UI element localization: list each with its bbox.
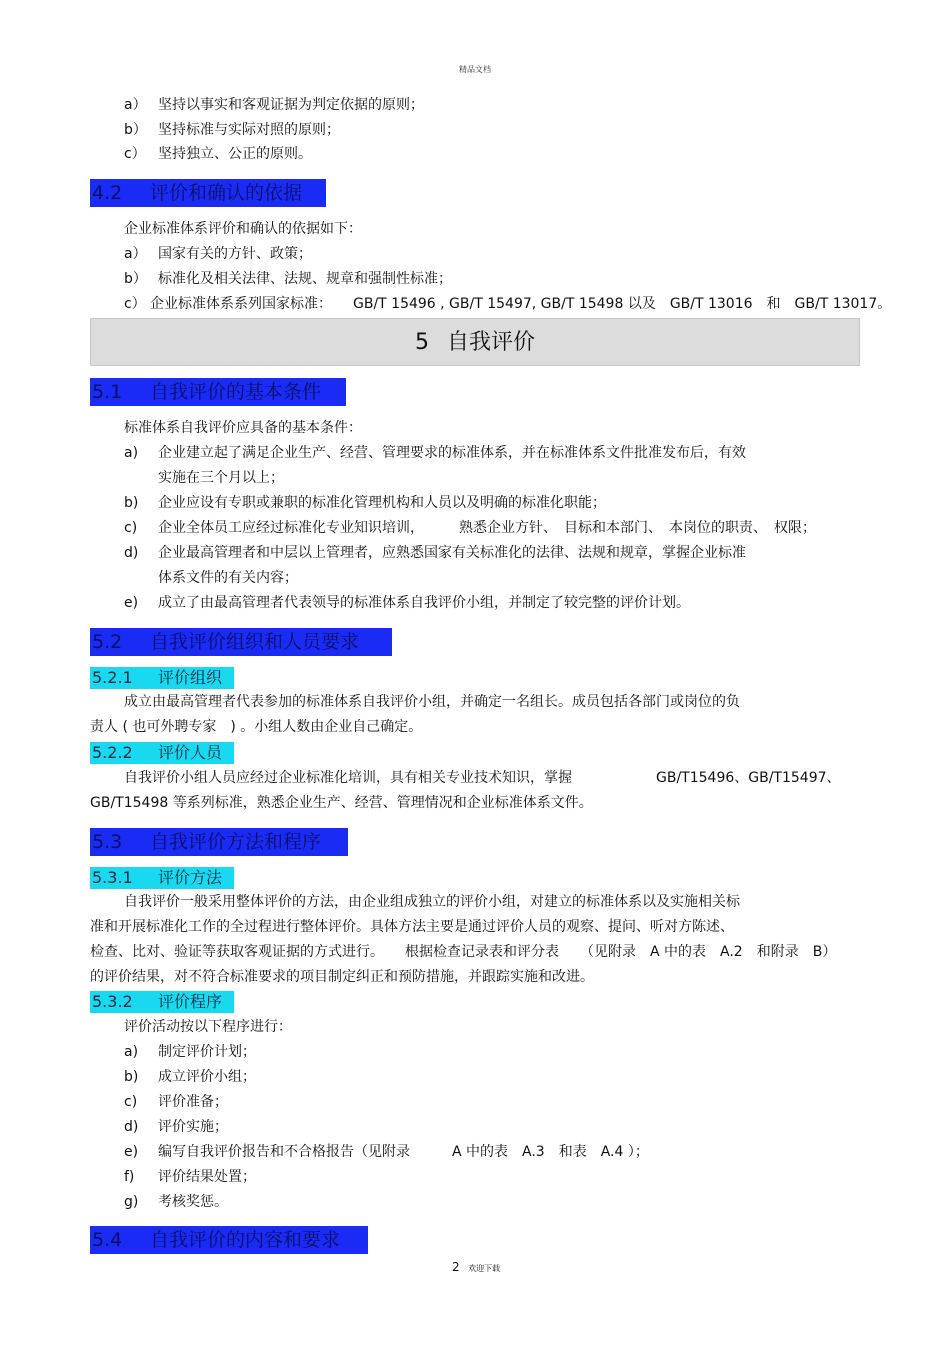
paragraph: 企业标准体系评价和确认的依据如下：: [124, 221, 362, 237]
paragraph: 评价活动按以下程序进行：: [124, 1019, 292, 1035]
list-item: d) 评价实施；: [124, 1119, 228, 1135]
paragraph: 标准体系自我评价应具备的基本条件：: [124, 420, 362, 436]
section-heading-5-3: 5.3 自我评价方法和程序: [90, 828, 348, 856]
list-item-cont: 实施在三个月以上；: [158, 470, 284, 486]
list-item: e) 成立了由最高管理者代表领导的标准体系自我评价小组，并制定了较完整的评价计划。: [124, 595, 690, 611]
list-item-cont: 体系文件的有关内容；: [158, 570, 298, 586]
list-item: e) 编写自我评价报告和不合格报告（见附录 A 中的表 A.3 和表 A.4 ）；: [124, 1144, 649, 1160]
chapter-heading: 5 自我评价: [90, 318, 860, 366]
list-item: b） 坚持标准与实际对照的原则；: [124, 122, 340, 138]
paragraph: 准和开展标准化工作的全过程进行整体评价。具体方法主要是通过评价人员的观察、提问、听对方陈述、: [90, 919, 734, 935]
list-item: d) 企业最高管理者和中层以上管理者，应熟悉国家有关标准化的法律、法规和规章，掌握企业标准: [124, 545, 746, 561]
list-item: a） 国家有关的方针、政策；: [124, 246, 312, 262]
section-heading-4-2: 4.2 评价和确认的依据: [90, 179, 326, 207]
paragraph: 的评价结果，对不符合标准要求的项目制定纠正和预防措施，并跟踪实施和改进。: [90, 969, 594, 985]
page-header: 精品文档: [459, 65, 491, 74]
list-item: a) 制定评价计划；: [124, 1044, 256, 1060]
list-item: a) 企业建立起了满足企业生产、经营、管理要求的标准体系，并在标准体系文件批准发布后，有效: [124, 445, 746, 461]
list-item: c） 坚持独立、公正的原则。: [124, 146, 312, 162]
subsection-heading-5-2-2: 5.2.2 评价人员: [90, 742, 234, 764]
footer-text: 欢迎下载: [468, 1264, 501, 1273]
subsection-heading-5-3-1: 5.3.1 评价方法: [90, 867, 234, 889]
list-item: b) 企业应设有专职或兼职的标准化管理机构和人员以及明确的标准化职能；: [124, 495, 606, 511]
list-item: b） 标准化及相关法律、法规、规章和强制性标准；: [124, 271, 452, 287]
paragraph: GB/T15498 等系列标准，熟悉企业生产、经营、管理情况和企业标准体系文件。: [90, 795, 593, 811]
paragraph: 自我评价小组人员应经过企业标准化培训，具有相关专业技术知识，掌握 GB/T15496、GB/T15497、: [124, 770, 841, 786]
list-item: g) 考核奖惩。: [124, 1194, 228, 1210]
section-heading-5-4: 5.4 自我评价的内容和要求: [90, 1226, 368, 1254]
paragraph: 自我评价一般采用整体评价的方法，由企业组成独立的评价小组，对建立的标准体系以及实施相关标: [124, 894, 740, 910]
list-item: b) 成立评价小组；: [124, 1069, 256, 1085]
subsection-heading-5-3-2: 5.3.2 评价程序: [90, 991, 234, 1013]
paragraph: 检查、比对、验证等获取客观证据的方式进行。 根据检查记录表和评分表 （见附录 A 中的表 A.2 和附录 B）: [90, 944, 837, 960]
section-heading-5-2: 5.2 自我评价组织和人员要求: [90, 628, 392, 656]
page-footer: [452, 1260, 500, 1274]
list-item: c) 评价准备；: [124, 1094, 228, 1110]
paragraph: 责人 ( 也可外聘专家 ) 。小组人数由企业自己确定。: [90, 719, 423, 735]
list-item: c） 企业标准体系系列国家标准： GB/T 15496 , GB/T 15497, GB/T 15498 以及 GB/T 13016 和 GB/T 13017。: [124, 296, 892, 312]
list-item: f) 评价结果处置；: [124, 1169, 256, 1185]
list-item: c) 企业全体员工应经过标准化专业知识培训， 熟悉企业方针、 目标和本部门、 本岗位的职责、 权限；: [124, 520, 816, 536]
section-heading-5-1: 5.1 自我评价的基本条件: [90, 378, 346, 406]
page-number: 2: [452, 1260, 460, 1274]
paragraph: 成立由最高管理者代表参加的标准体系自我评价小组，并确定一名组长。成员包括各部门或岗位的负: [124, 694, 740, 710]
subsection-heading-5-2-1: 5.2.1 评价组织: [90, 667, 234, 689]
list-item: a） 坚持以事实和客观证据为判定依据的原则；: [124, 97, 424, 113]
